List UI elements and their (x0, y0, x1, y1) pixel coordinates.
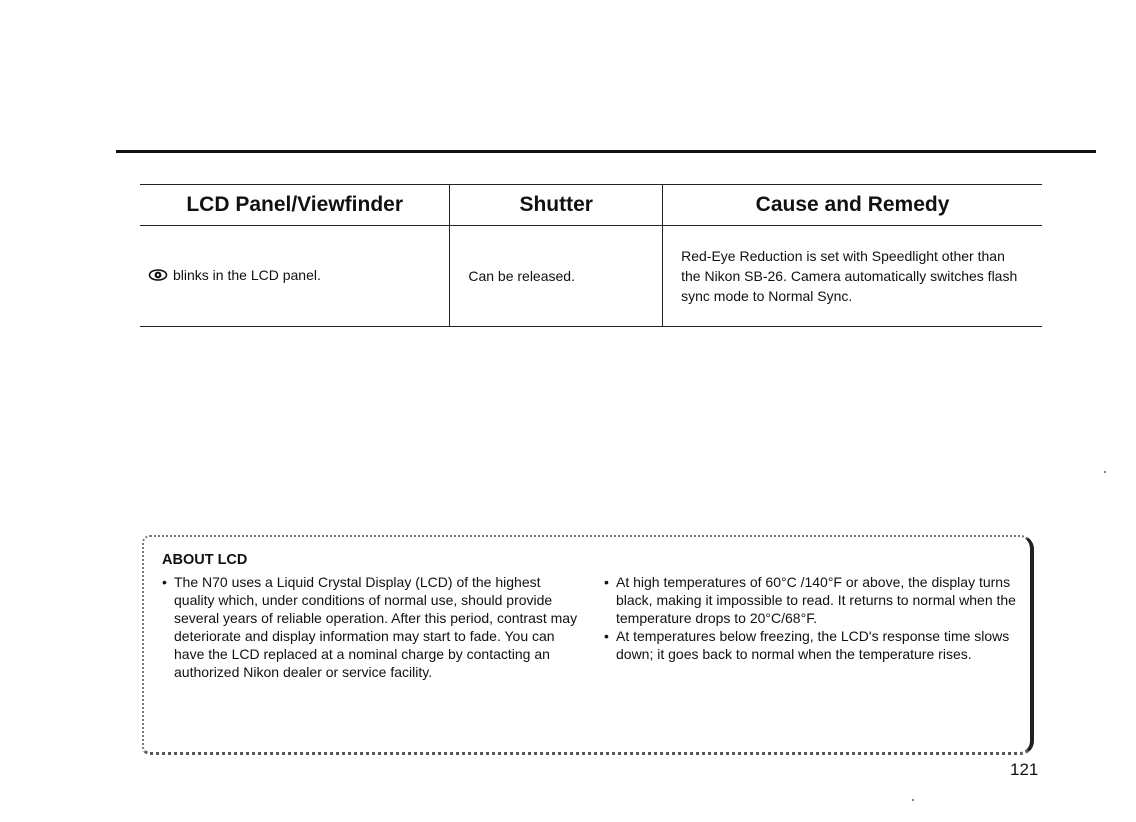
header-shutter: Shutter (450, 185, 663, 226)
red-eye-reduction-icon (148, 267, 168, 287)
about-right-item: • At temperatures below freezing, the LCD's response time slows down; it goes back to normal when the temperature rises. (604, 627, 1029, 663)
header-lcd-panel-viewfinder: LCD Panel/Viewfinder (140, 185, 450, 226)
cause-remedy-cell: Red-Eye Reduction is set with Speedlight other than the Nikon SB-26. Camera automatically switches flash sync mode to Normal Sync. (663, 226, 1042, 327)
header-cause-and-remedy: Cause and Remedy (663, 185, 1042, 226)
table-row (140, 226, 1042, 327)
table-header-row (140, 185, 1042, 226)
scan-speck (1104, 471, 1106, 473)
page-number: 121 (1010, 760, 1039, 779)
about-left-item: • The N70 uses a Liquid Crystal Display (LCD) of the highest quality which, under conditions of normal use, should provide several years of reliable operation. After this period, contrast may deteriorate and display information may start to fade. You can have the LCD replaced at a nominal charge by contacting an authorized Nikon dealer or service facility. (162, 573, 582, 681)
about-left-column (162, 573, 582, 681)
lcd-cell-text: blinks in the LCD panel. (173, 267, 321, 283)
about-right-item: • At high temperatures of 60°C /140°F or above, the display turns black, making it impossible to read. It returns to normal when the temperature drops to 20°C/68°F. (604, 573, 1029, 627)
about-right-column (604, 573, 1029, 663)
top-rule (116, 150, 1096, 153)
about-lcd-title: ABOUT LCD (162, 552, 248, 568)
scan-speck (912, 799, 914, 801)
lcd-cell (140, 226, 450, 327)
shutter-cell: Can be released. (450, 226, 663, 327)
troubleshooting-table (140, 184, 1042, 327)
